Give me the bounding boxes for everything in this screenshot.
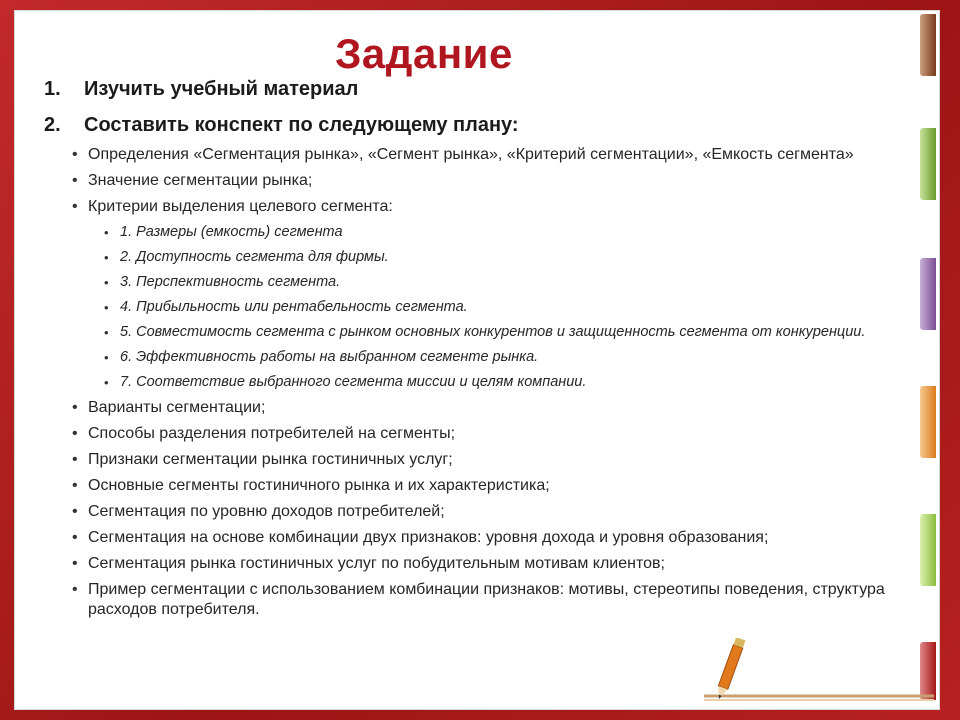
numbered-item-1 (44, 78, 358, 101)
list-item-text: Значение сегментации рынка; (88, 172, 313, 189)
criteria-item (98, 248, 930, 267)
criteria-item (98, 298, 930, 317)
criteria-item-text: 2. Доступность сегмента для фирмы. (120, 249, 389, 265)
list-item-text: Сегментация на основе комбинации двух признаков: уровня дохода и уровня образования; (88, 529, 769, 546)
list-item (70, 424, 930, 444)
list-item (70, 502, 930, 522)
criteria-item-text: 5. Совместимость сегмента с рынком основных конкурентов и защищенность сегмента от конкуренции. (120, 324, 866, 340)
list-item-text: Критерии выделения целевого сегмента: (88, 198, 393, 215)
slide-page (14, 10, 940, 710)
list-item-text: Пример сегментации с использованием комбинации признаков: мотивы, стереотипы поведения, структура расходов потребителя. (88, 581, 885, 618)
criteria-item-text: 6. Эффективность работы на выбранном сегменте рынка. (120, 349, 539, 365)
plan-list (70, 145, 930, 626)
criteria-item-text: 1. Размеры (емкость) сегмента (120, 224, 343, 240)
list-item-text: Определения «Сегментация рынка», «Сегмент рынка», «Критерий сегментации», «Емкость сегмента» (88, 146, 854, 163)
numbered-item-2 (44, 114, 519, 137)
criteria-item-text: 4. Прибыльность или рентабельность сегмента. (120, 299, 468, 315)
criteria-item (98, 373, 930, 392)
criteria-item (98, 223, 930, 242)
list-item (70, 398, 930, 418)
notebook-tab-brown (920, 14, 936, 76)
list-item (70, 450, 930, 470)
criteria-item (98, 323, 930, 342)
list-item (70, 580, 930, 620)
pencil-icon (694, 638, 944, 708)
list-item (70, 528, 930, 548)
list-item (70, 171, 930, 191)
list-item-text: Сегментация по уровню доходов потребителей; (88, 503, 445, 520)
criteria-item (98, 348, 930, 367)
criteria-list (98, 223, 930, 392)
criteria-item-text: 3. Перспективность сегмента. (120, 274, 341, 290)
list-item (70, 145, 930, 165)
numbered-item-text: Изучить учебный материал (84, 78, 359, 100)
list-item-text: Признаки сегментации рынка гостиничных услуг; (88, 451, 453, 468)
criteria-item (98, 273, 930, 292)
list-item-text: Варианты сегментации; (88, 399, 266, 416)
list-item-text: Способы разделения потребителей на сегменты; (88, 425, 456, 442)
page-title: Задание (335, 30, 513, 77)
list-item-text: Сегментация рынка гостиничных услуг по побудительным мотивам клиентов; (88, 555, 665, 572)
list-item (70, 476, 930, 496)
criteria-item-text: 7. Соответствие выбранного сегмента миссии и целям компании. (120, 374, 587, 390)
numbered-item-text: Составить конспект по следующему плану: (84, 114, 519, 136)
list-item (70, 554, 930, 574)
numbered-item-number: 2. (44, 114, 61, 136)
list-item (70, 197, 930, 392)
list-item-text: Основные сегменты гостиничного рынка и их характеристика; (88, 477, 550, 494)
numbered-item-number: 1. (44, 78, 61, 100)
